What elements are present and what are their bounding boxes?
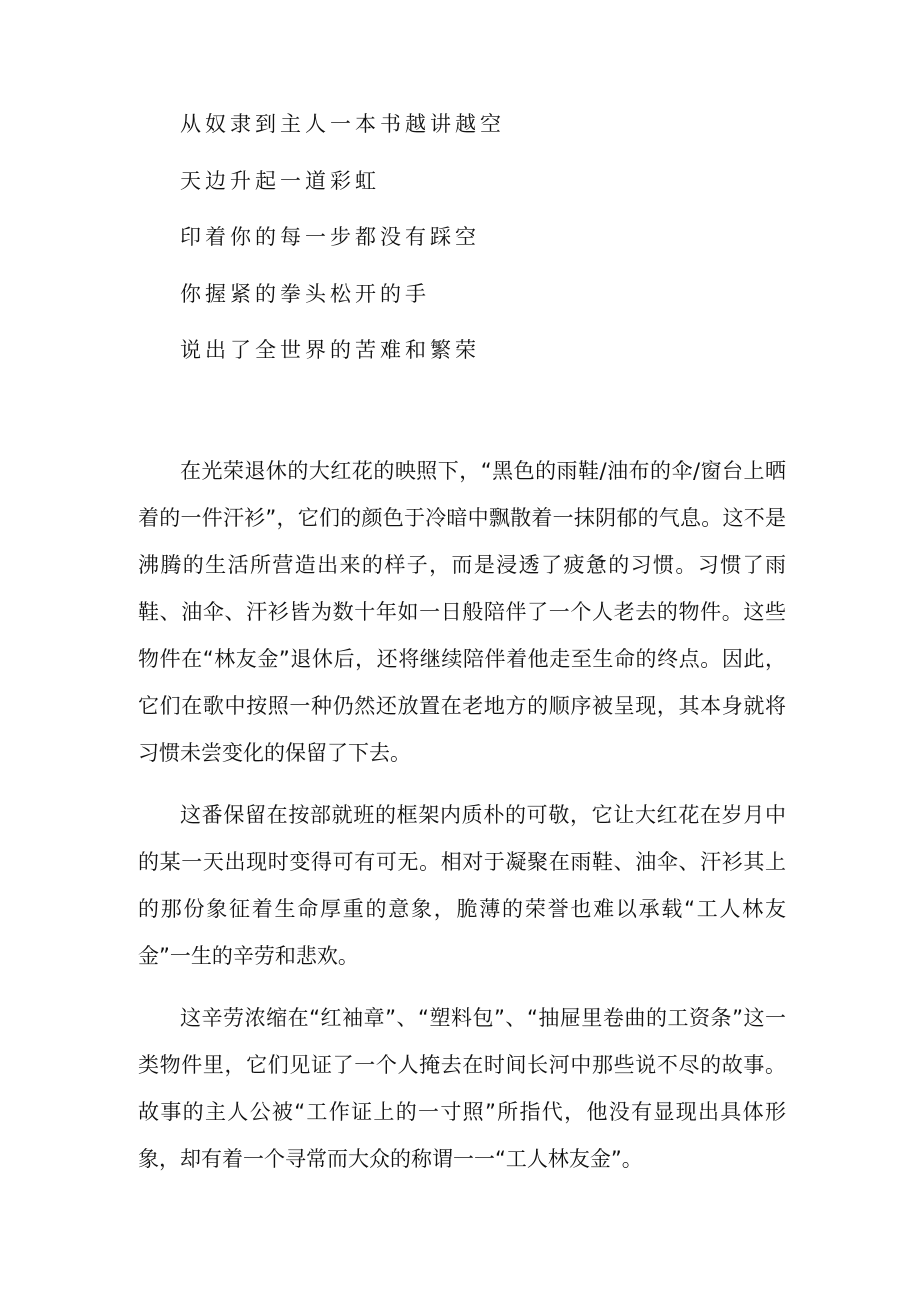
verse-line-3: 印着你的每一步都没有踩空 <box>180 225 480 249</box>
paragraph-1: 在光荣退休的大红花的映照下，“黑色的雨鞋/油布的伞/窗台上晒着的一件汗衫”，它们的颜色于冷暗中飘散着一抹阴郁的气息。这不是沸腾的生活所营造出来的样子，而是浸透了疲惫的习惯。习惯了雨鞋、油伞、汗衫皆为数十年如一日般陪伴了一个人老去的物件。这些物件在“林友金”退休后，还将继续陪伴着他走至生命的终点。因此，它们在歌中按照一种仍然还放置在老地方的顺序被呈现，其本身就将习惯未尝变化的保留了下去。 <box>138 459 786 765</box>
lyric-verse <box>180 104 780 387</box>
verse-line-5: 说出了全世界的苦难和繁荣 <box>180 338 480 362</box>
paragraph-2: 这番保留在按部就班的框架内质朴的可敬，它让大红花在岁月中的某一天出现时变得可有可无。相对于凝聚在雨鞋、油伞、汗衫其上的那份象征着生命厚重的意象，脆薄的荣誉也难以承载“工人林友金”一生的辛劳和悲欢。 <box>138 803 786 968</box>
verse-line-2: 天边升起一道彩虹 <box>180 168 380 193</box>
body-text <box>138 448 786 1183</box>
paragraph-3: 这辛劳浓缩在“红袖章”、“塑料包”、“抽屉里卷曲的工资条”这一类物件里，它们见证了一个人掩去在时间长河中那些说不尽的故事。故事的主人公被“工作证上的一寸照”所指代，他没有显现出具体形象，却有着一个寻常而大众的称谓一一“工人林友金”。 <box>138 1006 786 1171</box>
verse-line-1: 从奴隶到主人一本书越讲越空 <box>180 112 505 136</box>
verse-line-4: 你握紧的拳头松开的手 <box>180 281 430 306</box>
